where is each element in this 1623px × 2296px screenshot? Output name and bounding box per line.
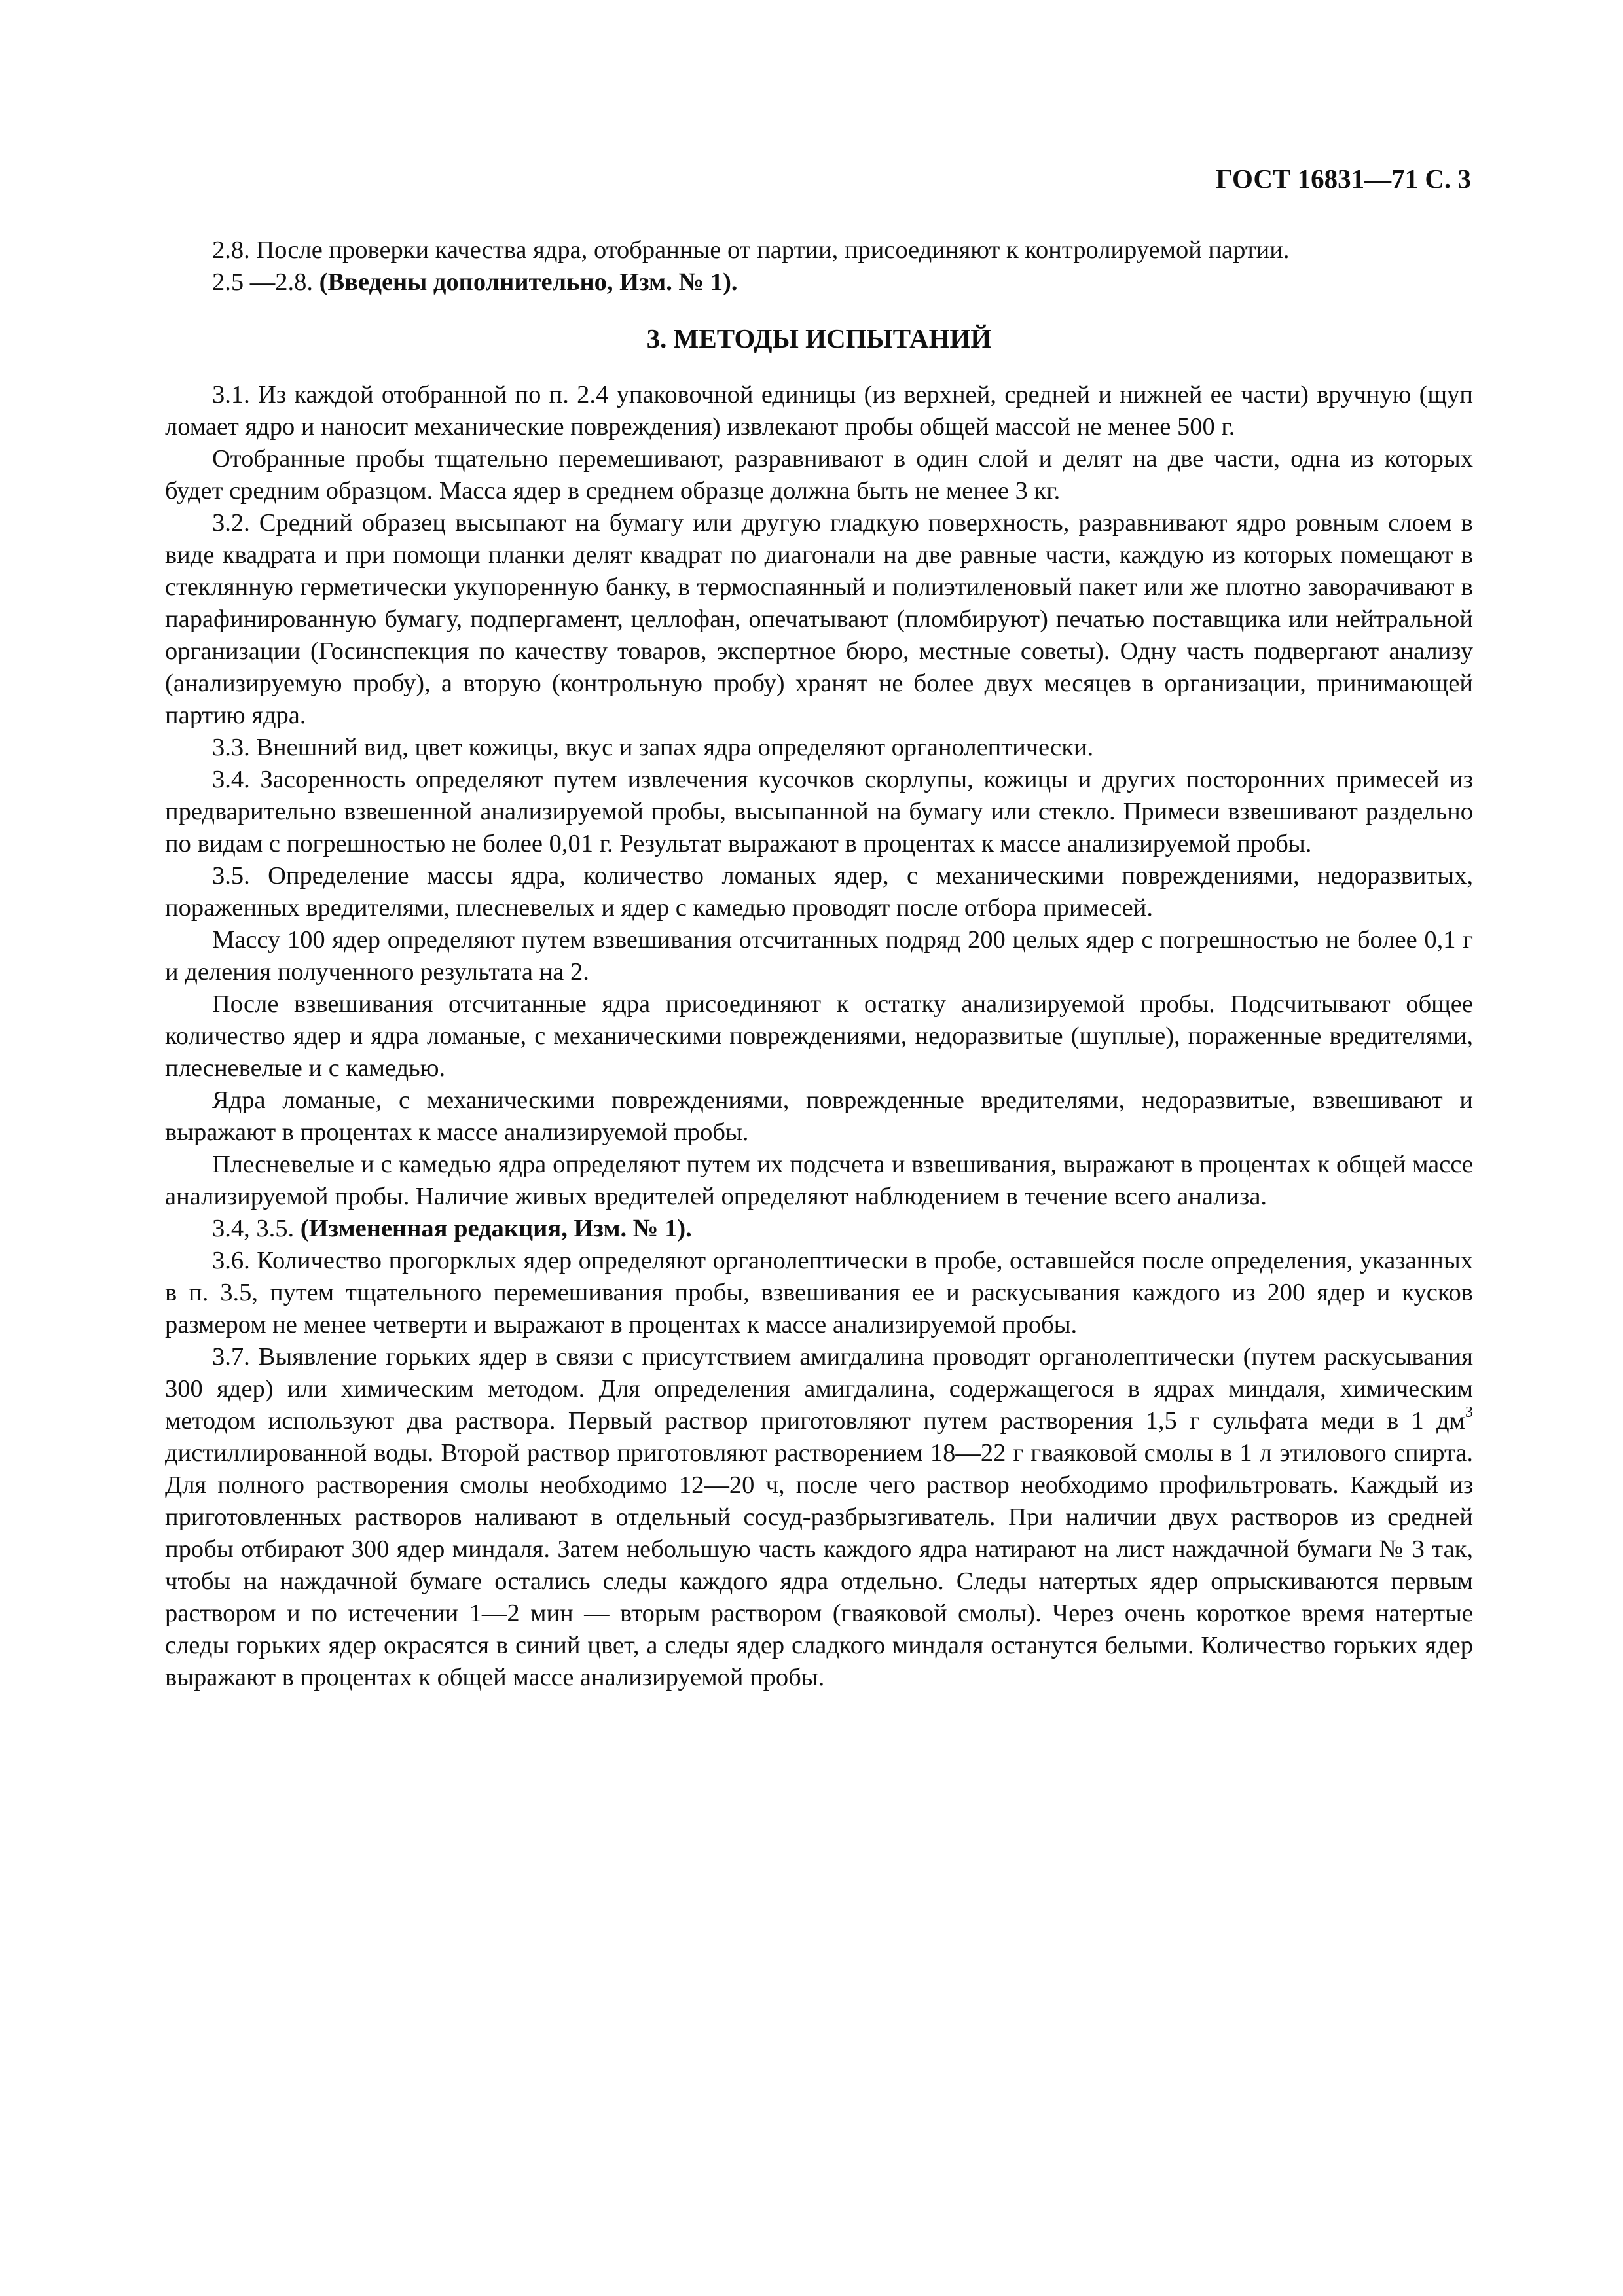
paragraph-3-2: 3.2. Средний образец высыпают на бумагу или другую гладкую поверхность, разравнивают ядро ровным слоем в виде квадрата и при помощи планки делят квадрат по диагонали на две равные части, каждую из которых помещают в стеклянную герметически укупоренную банку, в термоспаянный и полиэтиленовый пакет или же плотно заворачивают в парафинированную бумагу, подпергамент, целлофан, опечатывают (пломбируют) печатью поставщика или нейтральной организации (Госинспекция по качеству товаров, экспертное бюро, местные советы). Одну часть подвергают анализу (анализируемую пробу), а вторую (контрольную пробу) хранят не более двух месяцев в организации, принимающей партию ядра.	[165, 509, 1473, 729]
amendment-note-prefix: 2.5 —2.8.	[212, 268, 319, 296]
paragraph-3-7-part-b: дистиллированной воды. Второй раствор приготовляют растворением 18—22 г гваяковой смолы в 1 л этилового спирта. Для полного растворения смолы необходимо 12—20 ч, после чего раствор необходимо профильтровать. Каждый из приготовленных растворов наливают в отдельный сосуд-разбрызгиватель. При наличии двух растворов из средней пробы отбирают 300 ядер миндаля. Затем небольшую часть каждого ядра натирают на лист наждачной бумаги № 3 так, чтобы на наждачной бумаге остались следы каждого ядра отдельно. Следы натертых ядер опрыскиваются первым раствором и по истечении 1—2 мин — вторым раствором (гваяковой смолы). Через очень короткое время натертые следы горьких ядер окрасятся в синий цвет, а следы ядер сладкого миндаля останутся белыми. Количество горьких ядер выражают в процентах к общей массе анализируемой пробы.	[165, 1439, 1473, 1691]
page-header: ГОСТ 16831—71 С. 3	[1215, 164, 1471, 194]
paragraph-3-4: 3.4. Засоренность определяют путем извлечения кусочков скорлупы, кожицы и других посторонних примесей из предварительно взвешенной анализируемой пробы, высыпанной на бумагу или стекло. Примеси взвешивают раздельно по видам с погрешностью не более 0,01 г. Результат выражают в процентах к массе анализируемой пробы.	[165, 766, 1473, 857]
section-title: 3. МЕТОДЫ ИСПЫТАНИЙ	[646, 323, 992, 353]
paragraph-3-3: 3.3. Внешний вид, цвет кожицы, вкус и запах ядра определяют органолептически.	[212, 734, 1094, 761]
paragraph-3-6: 3.6. Количество прогорклых ядер определяют органолептически в пробе, оставшейся после определения, указанных в п. 3.5, путем тщательного перемешивания пробы, взвешивания ее и раскусывания каждого из 200 ядер и кусков размером не менее четверти и выражают в процентах к массе анализируемой пробы.	[165, 1247, 1473, 1338]
paragraph-3-5: 3.5. Определение массы ядра, количество ломаных ядер, с механическими повреждениями, недоразвитых, пораженных вредителями, плесневелых и ядер с камедью проводят после отбора примесей.	[165, 862, 1473, 922]
paragraph-3-5-count: После взвешивания отсчитанные ядра присоединяют к остатку анализируемой пробы. Подсчитывают общее количество ядер и ядра ломаные, с механическими повреждениями, недоразвитые (шуплые), пораженные вредителями, плесневелые и с камедью.	[165, 990, 1473, 1082]
paragraph-3-7	[165, 1341, 1473, 1694]
paragraph-3-5-mold: Плесневелые и с камедью ядра определяют путем их подсчета и взвешивания, выражают в процентах к общей массе анализируемой пробы. Наличие живых вредителей определяют наблюдением в течение всего анализа.	[165, 1151, 1473, 1210]
amendment-note-2-bold: (Измененная редакция, Изм. № 1).	[300, 1215, 692, 1242]
amendment-note-bold: (Введены дополнительно, Изм. № 1).	[319, 268, 738, 296]
paragraph-3-5-mass: Массу 100 ядер определяют путем взвешивания отсчитанных подряд 200 целых ядер с погрешностью не более 0,1 г и деления полученного результата на 2.	[165, 926, 1473, 986]
paragraph-3-1: 3.1. Из каждой отобранной по п. 2.4 упаковочной единицы (из верхней, средней и нижней ее части) вручную (щуп ломает ядро и наносит механические повреждения) извлекают пробы общей массой не менее 500 г.	[165, 381, 1473, 440]
amendment-note-3-4-3-5	[165, 1213, 1473, 1245]
paragraph-3-7-part-a: 3.7. Выявление горьких ядер в связи с присутствием амигдалина проводят органолептически (путем раскусывания 300 ядер) или химическим методом. Для определения амигдалина, содержащегося в ядрах миндаля, химическим методом используют два раствора. Первый раствор приготовляют путем растворения 1,5 г сульфата меди в 1 дм	[165, 1343, 1473, 1435]
paragraph-2-8: 2.8. После проверки качества ядра, отобранные от партии, присоединяют к контролируемой партии.	[212, 236, 1290, 264]
amendment-note-2-prefix: 3.4, 3.5.	[212, 1215, 301, 1242]
superscript-3: 3	[1465, 1404, 1473, 1422]
document-body	[165, 234, 1473, 1694]
paragraph-3-5-broken: Ядра ломаные, с механическими повреждениями, поврежденные вредителями, недоразвитые, взвешивают и выражают в процентах к массе анализируемой пробы.	[165, 1086, 1473, 1146]
paragraph-3-1-continued: Отобранные пробы тщательно перемешивают, разравнивают в один слой и делят на две части, одна из которых будет средним образцом. Масса ядер в среднем образце должна быть не менее 3 кг.	[165, 445, 1473, 505]
amendment-note-2-5-2-8	[165, 266, 1473, 298]
